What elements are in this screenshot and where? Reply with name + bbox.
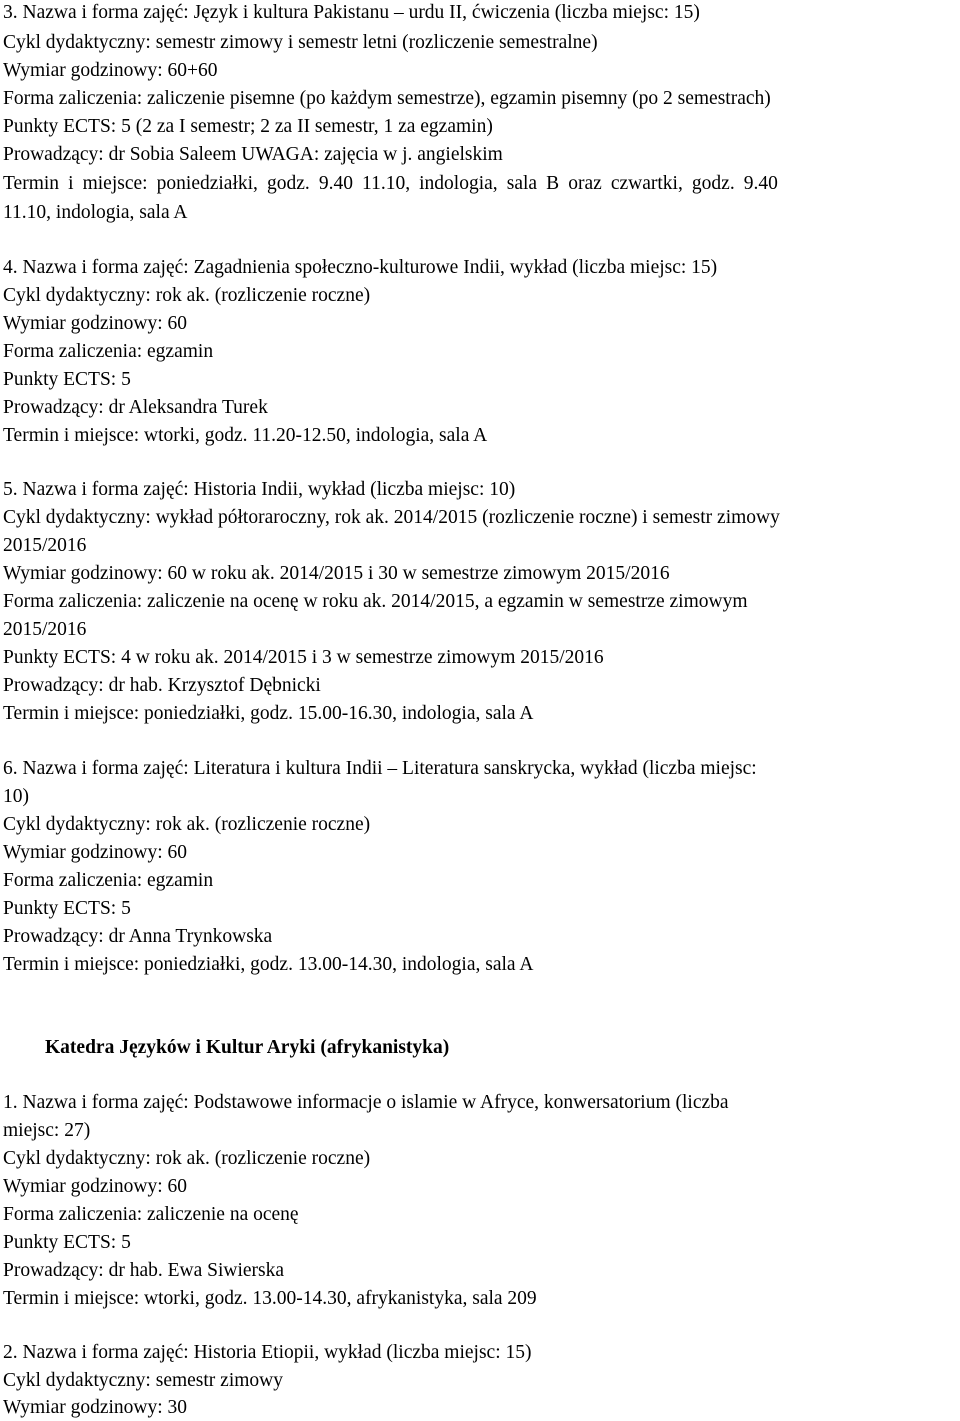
course-6-hours: Wymiar godzinowy: 60 [3,842,188,863]
course-6-instructor: Prowadzący: dr Anna Trynkowska [3,926,273,947]
afr-course-2-hours: Wymiar godzinowy: 30 [3,1397,188,1418]
course-6-title-cont: 10) [3,786,29,807]
afr-course-1-cycle: Cykl dydaktyczny: rok ak. (rozliczenie roczne) [3,1148,371,1169]
course-3-assessment: Forma zaliczenia: zaliczenie pisemne (po każdym semestrze), egzamin pisemny (po 2 semestrach) [3,88,771,109]
afr-course-1-ects: Punkty ECTS: 5 [3,1232,131,1253]
afr-course-2-title: 2. Nazwa i forma zajęć: Historia Etiopii, wykład (liczba miejsc: 15) [3,1342,532,1363]
afr-course-2-cycle: Cykl dydaktyczny: semestr zimowy [3,1370,283,1391]
course-4-schedule: Termin i miejsce: wtorki, godz. 11.20-12.50, indologia, sala A [3,425,488,446]
course-3-hours: Wymiar godzinowy: 60+60 [3,60,218,81]
course-6-schedule: Termin i miejsce: poniedziałki, godz. 13.00-14.30, indologia, sala A [3,954,534,975]
afr-course-1-assessment: Forma zaliczenia: zaliczenie na ocenę [3,1204,299,1225]
course-3-ects: Punkty ECTS: 5 (2 za I semestr; 2 za II semestr, 1 za egzamin) [3,116,493,137]
course-4-assessment: Forma zaliczenia: egzamin [3,341,214,362]
course-5-instructor: Prowadzący: dr hab. Krzysztof Dębnicki [3,675,321,696]
afr-course-1-instructor: Prowadzący: dr hab. Ewa Siwierska [3,1260,285,1281]
course-5-ects: Punkty ECTS: 4 w roku ak. 2014/2015 i 3 w semestrze zimowym 2015/2016 [3,647,604,668]
department-heading: Katedra Języków i Kultur Aryki (afrykanistyka) [45,1037,450,1058]
course-4-ects: Punkty ECTS: 5 [3,369,131,390]
afr-course-1-hours: Wymiar godzinowy: 60 [3,1176,188,1197]
course-6-title: 6. Nazwa i forma zajęć: Literatura i kultura Indii – Literatura sanskrycka, wykład (liczba miejsc: [3,758,757,779]
course-5-assessment-cont: 2015/2016 [3,619,87,640]
course-5-schedule: Termin i miejsce: poniedziałki, godz. 15.00-16.30, indologia, sala A [3,703,534,724]
course-5-cycle: Cykl dydaktyczny: wykład półtoraroczny, rok ak. 2014/2015 (rozliczenie roczne) i semestr zimowy [3,507,780,528]
course-6-cycle: Cykl dydaktyczny: rok ak. (rozliczenie roczne) [3,814,371,835]
course-5-title: 5. Nazwa i forma zajęć: Historia Indii, wykład (liczba miejsc: 10) [3,479,516,500]
course-3-schedule-cont: 11.10, indologia, sala A [3,202,188,223]
course-4-instructor: Prowadzący: dr Aleksandra Turek [3,397,268,418]
course-3-schedule: Termin i miejsce: poniedziałki, godz. 9.40 11.10, indologia, sala B oraz czwartki, godz. 9.40 [3,173,778,194]
course-5-hours: Wymiar godzinowy: 60 w roku ak. 2014/2015 i 30 w semestrze zimowym 2015/2016 [3,563,670,584]
course-4-cycle: Cykl dydaktyczny: rok ak. (rozliczenie roczne) [3,285,371,306]
course-4-title: 4. Nazwa i forma zajęć: Zagadnienia społeczno-kulturowe Indii, wykład (liczba miejsc: 15) [3,257,718,278]
afr-course-1-schedule: Termin i miejsce: wtorki, godz. 13.00-14.30, afrykanistyka, sala 209 [3,1288,537,1309]
course-3-instructor: Prowadzący: dr Sobia Saleem UWAGA: zajęcia w j. angielskim [3,144,503,165]
course-3-title: 3. Nazwa i forma zajęć: Język i kultura Pakistanu – urdu II, ćwiczenia (liczba miejsc: 15) [3,2,700,23]
course-6-assessment: Forma zaliczenia: egzamin [3,870,214,891]
afr-course-1-title-cont: miejsc: 27) [3,1120,91,1141]
course-5-cycle-cont: 2015/2016 [3,535,87,556]
afr-course-1-title: 1. Nazwa i forma zajęć: Podstawowe informacje o islamie w Afryce, konwersatorium (liczba [3,1092,729,1113]
course-3-cycle: Cykl dydaktyczny: semestr zimowy i semestr letni (rozliczenie semestralne) [3,32,598,53]
course-6-ects: Punkty ECTS: 5 [3,898,131,919]
course-4-hours: Wymiar godzinowy: 60 [3,313,188,334]
course-5-assessment: Forma zaliczenia: zaliczenie na ocenę w roku ak. 2014/2015, a egzamin w semestrze zimowym [3,591,748,612]
